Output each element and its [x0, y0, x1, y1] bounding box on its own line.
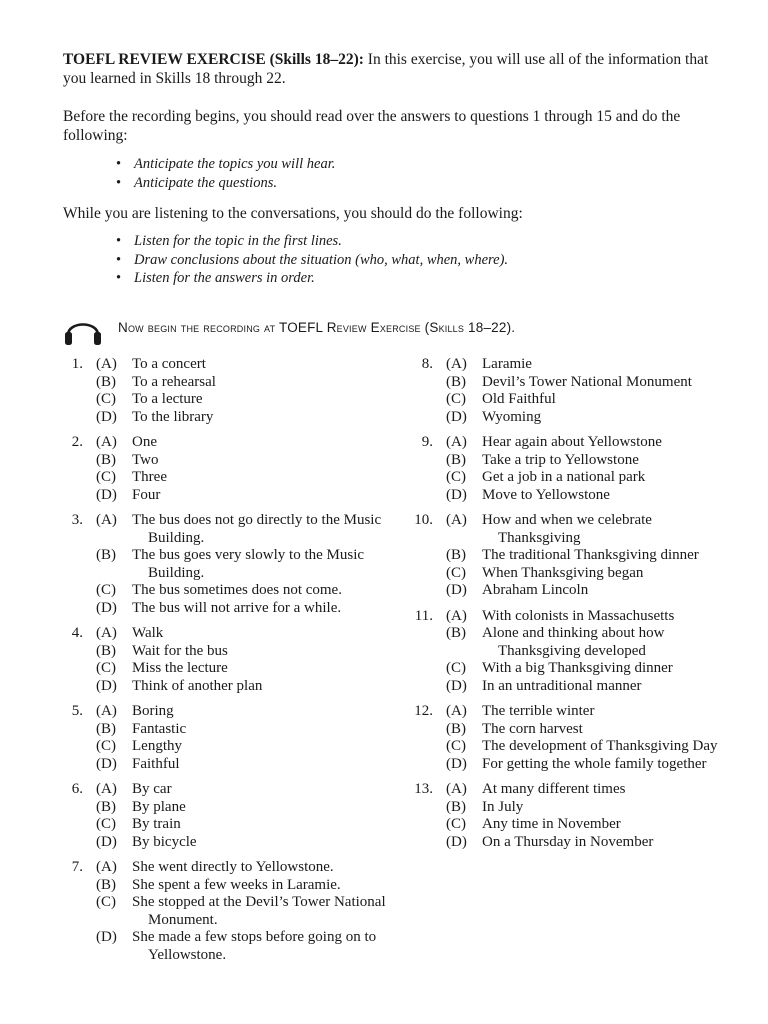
option-text: Lengthy: [132, 738, 182, 754]
exercise-title: TOEFL REVIEW EXERCISE (Skills 18–22):: [63, 51, 364, 68]
answer-option: [446, 547, 733, 565]
bullet-item: • Listen for the answers in order.: [116, 269, 508, 288]
option-text: Think of another plan: [132, 677, 263, 694]
answer-option: [446, 356, 733, 374]
answer-option: [96, 799, 403, 817]
answer-option: [446, 781, 733, 799]
option-text: When Thanksgiving began: [482, 564, 644, 581]
option-letter: (B): [96, 798, 116, 815]
option-letter: (B): [96, 720, 116, 737]
option-letter: (A): [446, 434, 467, 450]
answer-option: [446, 434, 733, 452]
question-item: [63, 434, 403, 504]
option-text: Three: [132, 469, 167, 485]
question-item: [63, 859, 403, 964]
option-letter: (B): [446, 798, 466, 815]
answer-option: [96, 643, 403, 661]
answer-option: [96, 487, 403, 505]
option-text: With a big Thanksgiving dinner: [482, 660, 673, 676]
answer-option: [96, 859, 403, 877]
answer-option: [446, 374, 733, 392]
answer-option: [446, 660, 733, 678]
option-text: Hear again about Yellowstone: [482, 434, 662, 450]
option-text: The bus does not go directly to the Music Building.: [132, 512, 382, 546]
option-letter: (D): [96, 833, 117, 850]
option-letter: (A): [446, 781, 467, 797]
while-listening-instructions: While you are listening to the conversations, you should do the following:: [63, 205, 523, 222]
option-letter: (B): [446, 547, 466, 563]
option-text: Abraham Lincoln: [482, 582, 589, 598]
question-number: 7.: [71, 859, 83, 875]
answer-option: [96, 582, 403, 600]
option-text: To a lecture: [132, 391, 203, 407]
answer-option: [446, 738, 733, 756]
question-number: 5.: [71, 703, 83, 719]
answer-option: [96, 894, 403, 929]
answer-option: [446, 678, 733, 696]
option-text: At many different times: [482, 781, 626, 797]
question-number: 1.: [71, 356, 83, 372]
bullet-item: • Draw conclusions about the situation (who, what, when, where).: [116, 251, 508, 270]
question-number: 8.: [421, 356, 433, 372]
option-letter: (D): [446, 833, 467, 850]
headphones-icon: [63, 313, 103, 347]
answer-option: [96, 434, 403, 452]
answer-option: [96, 625, 403, 643]
option-letter: (C): [446, 391, 466, 407]
option-letter: (A): [96, 859, 117, 875]
bullet-item: • Anticipate the topics you will hear.: [116, 155, 335, 174]
option-letter: (B): [96, 642, 116, 659]
option-text: She made a few stops before going on to Yellowstone.: [132, 929, 377, 963]
option-letter: (C): [446, 469, 466, 485]
option-letter: (A): [446, 512, 467, 528]
option-letter: (A): [446, 703, 467, 719]
answer-option: [96, 374, 403, 392]
answer-option: [96, 816, 403, 834]
option-text: She went directly to Yellowstone.: [132, 859, 334, 875]
question-item: [413, 781, 733, 851]
option-text: With colonists in Massachusetts: [482, 607, 675, 624]
question-item: [413, 434, 733, 504]
option-letter: (C): [446, 564, 466, 581]
option-letter: (D): [446, 677, 467, 694]
option-text: The bus sometimes does not come.: [132, 582, 342, 598]
question-number: 9.: [421, 434, 433, 450]
option-letter: (A): [96, 625, 117, 641]
answer-option: [446, 721, 733, 739]
option-text: By car: [132, 781, 172, 797]
answer-option: [446, 469, 733, 487]
answer-option: [446, 703, 733, 721]
answer-option: [96, 391, 403, 409]
answer-option: [446, 452, 733, 470]
answer-option: [446, 756, 733, 774]
option-letter: (D): [96, 677, 117, 694]
answer-option: [446, 409, 733, 427]
option-text: One: [132, 434, 157, 450]
option-letter: (C): [96, 816, 116, 832]
option-text: She spent a few weeks in Laramie.: [132, 876, 341, 893]
option-letter: (D): [446, 408, 467, 425]
question-item: [413, 608, 733, 696]
answer-option: [96, 738, 403, 756]
option-letter: (B): [446, 720, 466, 737]
recording-instruction: [63, 313, 733, 347]
answer-option: [446, 625, 733, 660]
option-text: Get a job in a national park: [482, 469, 646, 485]
option-text: Faithful: [132, 755, 180, 772]
option-text: By bicycle: [132, 833, 197, 850]
option-letter: (B): [96, 451, 116, 468]
option-text: In July: [482, 798, 524, 815]
answer-option: [96, 409, 403, 427]
question-item: [413, 356, 733, 426]
answer-option: [96, 469, 403, 487]
option-text: By train: [132, 816, 181, 832]
option-text: Four: [132, 486, 161, 503]
answer-option: [96, 547, 403, 582]
option-letter: (D): [446, 486, 467, 503]
answer-option: [446, 799, 733, 817]
answer-option: [96, 452, 403, 470]
answer-option: [446, 816, 733, 834]
option-text: Laramie: [482, 356, 532, 372]
option-letter: (A): [96, 781, 117, 797]
bullet-item: • Listen for the topic in the first lines.: [116, 232, 508, 251]
option-text: Devil’s Tower National Monument: [482, 373, 692, 390]
answer-option: [96, 512, 403, 547]
option-text: Old Faithful: [482, 391, 556, 407]
question-item: [413, 512, 733, 600]
question-number: 2.: [71, 434, 83, 450]
option-letter: (C): [96, 582, 116, 598]
question-number: 4.: [71, 625, 83, 641]
option-letter: (B): [96, 547, 116, 563]
option-letter: (A): [446, 607, 467, 624]
option-letter: (A): [96, 703, 117, 719]
answer-option: [446, 391, 733, 409]
recording-instruction-text: Now begin the recording at TOEFL Review Exercise (Skills 18–22).: [118, 320, 516, 335]
option-text: To the library: [132, 408, 214, 425]
option-text: In an untraditional manner: [482, 677, 642, 694]
before-recording-instructions: Before the recording begins, you should read over the answers to questions 1 through 15 and do the following:: [63, 108, 681, 144]
option-text: The corn harvest: [482, 720, 583, 737]
question-item: [63, 625, 403, 695]
question-item: [63, 512, 403, 617]
option-letter: (D): [96, 755, 117, 772]
option-letter: (C): [96, 894, 116, 910]
while-bullet-list: [116, 232, 508, 288]
exercise-intro: [63, 50, 728, 88]
option-text: Fantastic: [132, 720, 187, 737]
exercise-intro-text: In this exercise, you will use all of the information that you learned in Skills 18 through 22.: [63, 51, 709, 87]
answer-option: [96, 756, 403, 774]
question-item: [413, 703, 733, 773]
question-item: [63, 356, 403, 426]
answer-option: [96, 721, 403, 739]
option-letter: (D): [96, 929, 117, 945]
answer-option: [96, 877, 403, 895]
option-text: Boring: [132, 703, 174, 719]
option-text: Alone and thinking about how Thanksgiving developed: [482, 625, 665, 659]
question-number: 12.: [414, 703, 433, 719]
option-text: Wait for the bus: [132, 642, 228, 659]
option-letter: (A): [446, 356, 467, 372]
answer-option: [96, 678, 403, 696]
option-letter: (D): [96, 599, 117, 616]
option-text: The terrible winter: [482, 703, 595, 719]
answer-option: [96, 781, 403, 799]
answer-option: [96, 356, 403, 374]
option-letter: (D): [96, 408, 117, 425]
option-text: Walk: [132, 625, 164, 641]
option-letter: (A): [96, 434, 117, 450]
option-letter: (D): [96, 486, 117, 503]
question-number: 10.: [414, 512, 433, 528]
option-letter: (C): [96, 391, 116, 407]
answer-option: [446, 487, 733, 505]
questions-right-column: [413, 356, 733, 859]
answer-option: [446, 565, 733, 583]
option-text: She stopped at the Devil’s Tower National Monument.: [132, 894, 386, 928]
question-item: [63, 781, 403, 851]
option-text: Any time in November: [482, 816, 621, 832]
option-text: The development of Thanksgiving Day: [482, 738, 718, 754]
option-letter: (D): [446, 582, 467, 598]
option-letter: (C): [446, 738, 466, 754]
option-text: Take a trip to Yellowstone: [482, 451, 639, 468]
answer-option: [96, 834, 403, 852]
option-letter: (C): [446, 660, 466, 676]
answer-option: [96, 600, 403, 618]
option-text: On a Thursday in November: [482, 833, 654, 850]
answer-option: [446, 608, 733, 626]
option-text: The bus goes very slowly to the Music Building.: [132, 547, 365, 581]
option-text: How and when we celebrate Thanksgiving: [482, 512, 652, 546]
option-text: Miss the lecture: [132, 660, 228, 676]
option-text: For getting the whole family together: [482, 755, 707, 772]
option-text: Two: [132, 451, 159, 468]
bullet-item: • Anticipate the questions.: [116, 174, 335, 193]
option-letter: (A): [96, 356, 117, 372]
option-letter: (B): [96, 876, 116, 893]
option-letter: (C): [446, 816, 466, 832]
option-text: The bus will not arrive for a while.: [132, 599, 342, 616]
option-letter: (B): [446, 373, 466, 390]
option-text: To a rehearsal: [132, 373, 216, 390]
option-text: The traditional Thanksgiving dinner: [482, 547, 699, 563]
option-letter: (C): [96, 738, 116, 754]
option-text: By plane: [132, 798, 186, 815]
option-letter: (A): [96, 512, 117, 528]
option-text: Move to Yellowstone: [482, 486, 610, 503]
answer-option: [96, 703, 403, 721]
answer-option: [446, 834, 733, 852]
questions-left-column: [63, 356, 403, 972]
option-letter: (B): [446, 451, 466, 468]
before-bullet-list: [116, 155, 335, 192]
answer-option: [96, 660, 403, 678]
option-letter: (B): [96, 373, 116, 390]
option-letter: (D): [446, 755, 467, 772]
option-text: To a concert: [132, 356, 206, 372]
answer-option: [446, 582, 733, 600]
option-text: Wyoming: [482, 408, 542, 425]
question-number: 11.: [414, 607, 433, 624]
option-letter: (B): [446, 625, 466, 641]
option-letter: (C): [96, 660, 116, 676]
answer-option: [446, 512, 733, 547]
question-number: 3.: [71, 512, 83, 528]
answer-option: [96, 929, 403, 964]
option-letter: (C): [96, 469, 116, 485]
question-number: 6.: [71, 781, 83, 797]
question-number: 13.: [414, 781, 433, 797]
question-item: [63, 703, 403, 773]
